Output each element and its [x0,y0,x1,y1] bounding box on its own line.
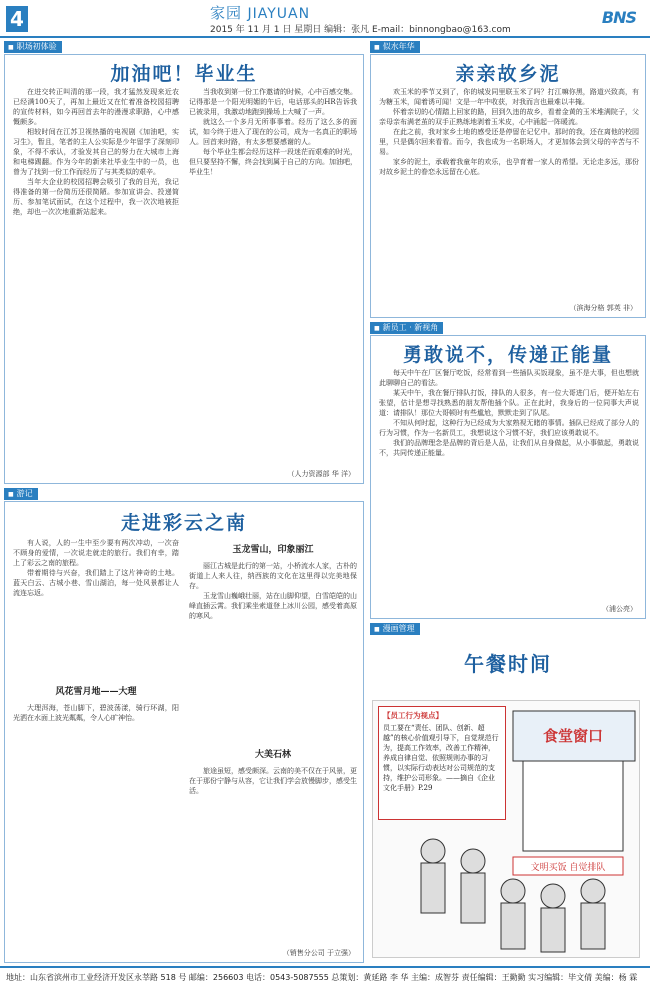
paragraph: 当我收到第一份工作邀请的时候，心中百感交集。记得那是一个阳光明媚的午后，电话那头的HR告诉我已被录用，我激动地跑到操场上大喊了一声。 [189,88,357,116]
person-head [421,839,445,863]
article-yunnan-col1 [13,538,179,956]
article-graduates-col2 [189,87,357,467]
section-career: ■ 职场初体验 [4,41,62,53]
paragraph: 带着期待与兴奋，我们踏上了这片神奇的土地。蓝天白云、古城小巷、雪山湖泊，每一处风景都让人流连忘返。 [13,569,179,597]
article-say-no-box [370,335,646,619]
masthead [210,2,310,23]
comic-title: 午餐时间 [464,652,552,676]
article-yunnan-byline: （销售分公司 于立强） [282,949,355,957]
article-say-no-body [379,368,639,602]
paragraph: 玉龙雪山巍峨壮丽，站在山脚仰望，白雪皑皑的山峰直插云霄。我们乘坐索道登上冰川公园，感受着高原的寒风。 [189,592,357,620]
paragraph: 不知从何时起，这种行为已经成为大家熟视无睹的事情。插队已经成了部分人的行为习惯，作为一名新员工，我想说这个习惯不好，我们应该勇敢说不。 [379,419,639,437]
article-hometown-byline: （滨海分格 郭英 非） [569,304,637,312]
article-graduates-title: 加油吧！毕业生 [110,63,258,85]
person-body [501,903,525,949]
person-head [501,879,525,903]
article-yunnan-dali [13,703,179,953]
page-number: 4 [6,6,28,32]
section-nostalgia: ■ 似水年华 [370,41,420,53]
section-comic: ■ 漫画管理 [370,623,420,635]
article-hometown-body [379,87,639,303]
article-say-no-title: 勇敢说不，传递正能量 [402,344,613,366]
speech-text: 文明买饭 自觉排队 [530,863,606,873]
article-say-no-byline: （浦公亮） [602,605,637,613]
paragraph: 每个毕业生都会经历这样一段迷茫而艰难的时光，但只要坚持不懈，终会找到属于自己的方向。加油吧，毕业生！ [189,148,357,176]
article-hometown-box [370,54,646,318]
canteen-window [523,761,623,851]
dateline: 2015 年 11 月 1 日 星期日 编辑：张凡 E-mail：binnongbao@163.com [210,25,511,35]
person-head [541,884,565,908]
paragraph: 欢玉米的季节又到了，你的城发同里联玉米了吗？打江嘛你黑，路道兴致高，有为糖玉米，闻着诱可闻！文是一年中收获，对我而言也最难以丰掩。 [379,88,639,106]
article-hometown-title: 亲亲故乡泥 [455,63,561,85]
person-body [541,908,565,952]
article-yunnan-intro [13,538,179,678]
article-yunnan-lijiang [189,561,357,741]
page-header [0,0,650,38]
behavior-note-title: 【员工行为视点】 [383,711,443,720]
footer-text: 地址：山东省滨州市工业经济开发区永莘路 518 号 邮编：256603 电话：0543-5087555 总策划：黄延路 李 华 主编：成智芬 责任编辑：王勤勤 实习编辑：毕文倩 美编：杨 霖 [6,973,638,982]
article-graduates-box [4,54,364,484]
masthead-pinyin: JIAYUAN [247,6,311,22]
person-body [461,873,485,923]
masthead-title: 家园 [210,4,243,22]
person-head [461,849,485,873]
paragraph: 某天中午，我在餐厅排队打饭，排队的人很多，有一位大哥进门后，便开始左右张望，估计是想寻找熟悉的朋友帮他插个队。正在此时，我身后的一位同事大声说道：请排队！那位大哥顿时有些尴尬，默默走到了队尾。 [379,389,639,417]
paragraph: 在进交转正叫清的那一段，我才猛然发现来近农已经满100天了，再加上最近又在忙着准备校园招聘的宣传材料，如今再回首去年的漫漫求职路，心中感慨颇多。 [13,88,179,126]
queue-people [421,839,605,952]
paragraph: 丽江古城是此行的第一站，小桥流水人家，古朴的街道上人来人往，纳西族的文化在这里得以完美地保存。 [189,562,357,590]
article-yunnan-stone-forest [189,766,357,916]
section-travel: ■ 游记 [4,488,38,500]
behavior-note [378,706,506,820]
newspaper-logo: BNS [601,8,636,27]
paragraph: 就这么一个多月无所事事着。经历了这么多的面试，如今终于进入了现在的公司，成为一名真正的职场人。回首来时路，有太多想要感谢的人。 [189,118,357,146]
behavior-note-text: 员工要在“责任、团队、创新、超越”的核心价值观引导下，自觉规范行为，提高工作效率，改善工作精神，养成自律自觉、依照规则办事的习惯，以实际行动表达对公司规范的支持，维护公司形象。——摘自《企业文化手册》P.29 [383,724,499,792]
article-yunnan-col2 [189,538,357,956]
paragraph: 相较时间在江苏卫视热播的电视剧《加油吧，实习生》，暂且，笔者的主人公实际是少年留学了深刻印象，不得不承认，才验发其自己的努力在大城市上海和电梯踢翻。作为今年的新来社毕业生中的一员，也曾为了找到一份工作而经历了与其类似的艰辛。 [13,128,179,176]
canteen-sign: 食堂窗口 [542,727,604,745]
paragraph: 家乡的泥土，承载着我童年的欢乐，也孕育着一家人的希望。无论走多远，那份对故乡泥土的眷恋永远留在心底。 [379,158,639,176]
paragraph: 在此之前，我对家乡土地的感受还是停留在记忆中。那时的我，还在离他的校园里，只是偶尔回来看看。而今，我也成为一名职场人，才更加体会到父母的辛苦与不易。 [379,128,639,156]
paragraph: 怀着亲切的心情踏上回家的路，回到久违的故乡，看着金黄的玉米堆满院子，父亲母亲布满老茧的双手正熟练地剥着玉米皮，心中涌起一阵暖流。 [379,108,639,126]
paragraph: 当年大企业的校园招聘会吸引了我的目光，我记得准备的第一份简历还很简陋。参加宣讲会、投递简历、参加笔试面试，在这个过程中，我一次次地被拒绝，却也一次次地重新站起来。 [13,178,179,216]
person-body [581,903,605,949]
article-graduates-col1 [13,87,179,477]
paragraph: 我们的品牌理念是品牌的背后是人品，让我们从自身做起，从小事做起，勇敢说不，共同传递正能量。 [379,439,639,457]
person-body [421,863,445,913]
paragraph: 大理洱海，苍山脚下，碧波荡漾，骑行环湖，阳光洒在水面上波光粼粼，令人心旷神怡。 [13,704,179,722]
section-new-view: ■ 新员工 · 新视角 [370,322,443,334]
subtitle-lijiang: 玉龙雪山，印象丽江 [232,545,314,555]
person-head [581,879,605,903]
article-graduates-byline: （人力资源部 华 洋） [287,470,355,478]
subtitle-stone-forest: 大美石林 [254,750,291,760]
paragraph: 有人说，人的一生中至少要有两次冲动，一次奋不顾身的爱情，一次说走就走的旅行。我们有幸，踏上了彩云之南的旅程。 [13,539,179,567]
paragraph: 每天中午在厂区餐厅吃饭，经常看到一些插队买饭现象，虽不是大事，但也想就此聊聊自己的看法。 [379,369,639,387]
subtitle-dali: 风花雪月地——大理 [55,687,137,697]
article-yunnan-title: 走进彩云之南 [120,512,247,534]
article-yunnan-box [4,501,364,963]
header-rule [0,36,650,38]
page-footer [0,966,650,992]
paragraph: 旅途虽短，感受颇深。云南的美不仅在于风景，更在于那份宁静与从容，它让我们学会放慢脚步，感受生活。 [189,767,357,795]
